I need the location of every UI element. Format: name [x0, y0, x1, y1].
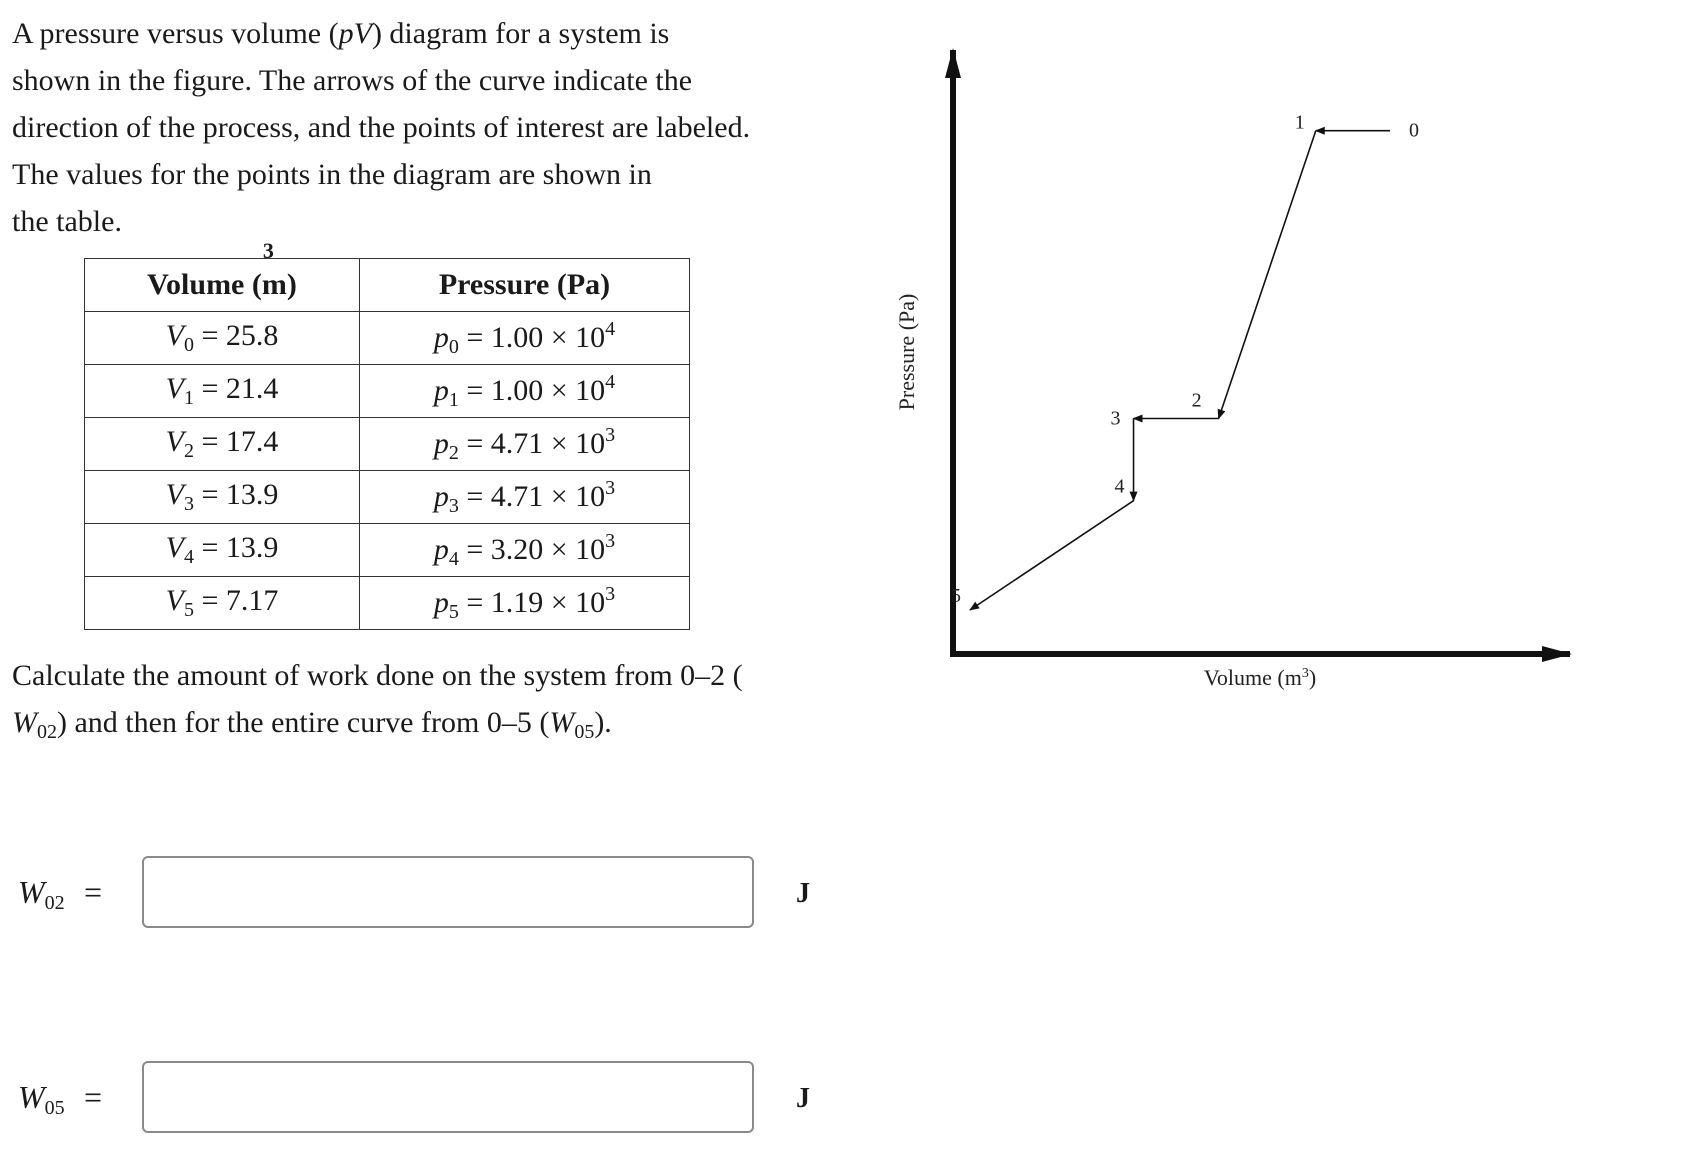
volume-cell: $V_5 = 7.17$: [85, 577, 360, 630]
problem-intro: [12, 10, 812, 245]
intro-line-5: the table.: [12, 205, 122, 238]
point-label-4: 4: [1114, 475, 1125, 498]
intro-line-2: shown in the figure. The arrows of the curve indicate the: [12, 64, 693, 97]
table-row: [85, 471, 690, 524]
pressure-cell: $p_1 = 1.00 \times 10^4$: [360, 365, 690, 418]
process-segment-4-5: [970, 501, 1134, 610]
w05-unit: J: [796, 1083, 810, 1114]
w05-label: $W_{05}$: [18, 1079, 65, 1119]
intro-line-4: The values for the points in the diagram are shown in: [12, 158, 652, 191]
table-row: [85, 365, 690, 418]
volume-cell: $V_1 = 21.4$: [85, 365, 360, 418]
point-label-0: 0: [1409, 119, 1419, 142]
w05-equals: =: [84, 1079, 103, 1115]
w05-input[interactable]: [142, 1061, 754, 1133]
w02-unit: J: [796, 878, 810, 909]
point-label-5: 5: [951, 585, 961, 607]
answer-row-w05: [18, 1061, 818, 1137]
pressure-cell: $p_5 = 1.19 \times 10^3$: [360, 577, 690, 630]
pressure-cell: $p_4 = 3.20 \times 10^3$: [360, 524, 690, 577]
pv-diagram: [880, 30, 1580, 710]
process-segment-1-2: [1219, 131, 1316, 419]
w02-input[interactable]: [142, 856, 754, 928]
volume-cell: $V_3 = 13.9$: [85, 471, 360, 524]
w02-equals: =: [84, 874, 103, 910]
point-labels: [951, 112, 1419, 607]
intro-line-3: direction of the process, and the points of interest are labeled.: [12, 111, 751, 144]
pressure-cell: $p_2 = 4.71 \times 10^3$: [360, 418, 690, 471]
volume-cell: $V_4 = 13.9$: [85, 524, 360, 577]
answer-row-w02: [18, 856, 818, 932]
table-row: [85, 577, 690, 630]
question-text: [12, 652, 832, 756]
point-label-2: 2: [1191, 389, 1202, 412]
x-axis-label: Volume $(m^3)$: [1203, 665, 1317, 690]
question-line-2: $W_{02}$) and then for the entire curve from 0–5 $(W_{05})$.: [12, 706, 612, 743]
pressure-cell: $p_0 = 1.00 \times 10^4$: [360, 312, 690, 365]
table-row: [85, 418, 690, 471]
table-header-row: [85, 259, 690, 312]
y-axis-label: Pressure (Pa): [894, 293, 919, 411]
intro-line-1: A pressure versus volume (pV) diagram for a system is: [12, 17, 670, 50]
table-row: [85, 312, 690, 365]
values-table: [84, 238, 690, 630]
process-curve: [970, 131, 1390, 610]
volume-cell: $V_2 = 17.4$: [85, 418, 360, 471]
w02-label: $W_{02}$: [18, 874, 65, 914]
point-label-1: 1: [1294, 111, 1305, 134]
header-pressure: Pressure (Pa): [360, 259, 690, 312]
point-label-3: 3: [1110, 407, 1121, 430]
volume-cell: $V_0 = 25.8$: [85, 312, 360, 365]
pressure-cell: $p_3 = 4.71 \times 10^3$: [360, 471, 690, 524]
header-volume: Volume (m 3 ): [85, 259, 360, 312]
table-row: [85, 524, 690, 577]
question-line-1: Calculate the amount of work done on the system from 0–2 (: [12, 659, 743, 692]
